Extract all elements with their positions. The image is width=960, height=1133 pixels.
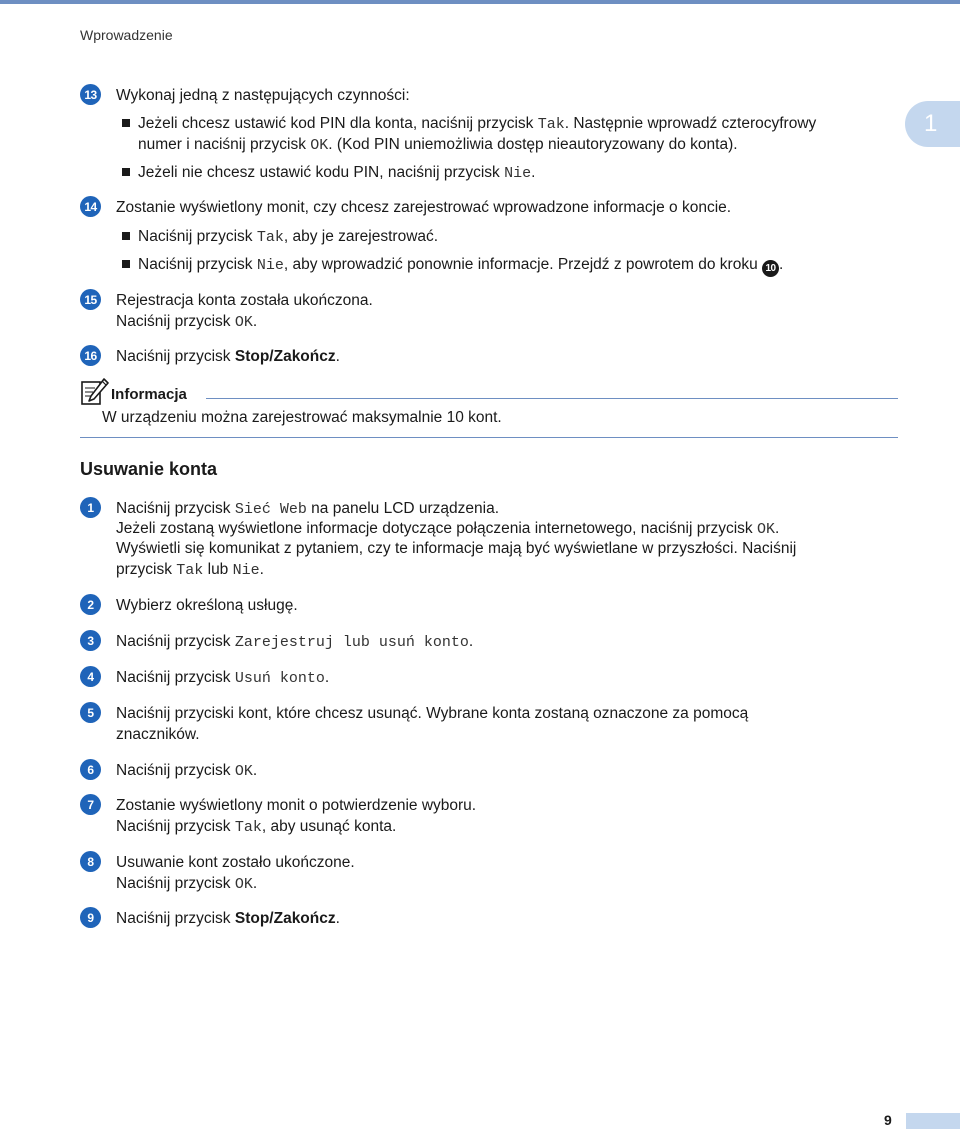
bullet-item: Jeżeli chcesz ustawić kod PIN dla konta, naciśnij przycisk Tak. Następnie wprowadź czterocyfrowy bbox=[122, 113, 816, 135]
chapter-number: 1 bbox=[924, 110, 938, 137]
step-text: Naciśnij przycisk Sieć Web na panelu LCD urządzenia. bbox=[116, 500, 500, 518]
square-bullet-icon bbox=[122, 260, 130, 268]
bullet-item: Naciśnij przycisk Nie, aby wprowadzić ponownie informacje. Przejdź z powrotem do kroku 10 . bbox=[122, 254, 783, 277]
chapter-tab bbox=[905, 101, 960, 147]
bullet-item-continuation: numer i naciśnij przycisk OK. (Kod PIN uniemożliwia dostęp nieautoryzowany do konta). bbox=[138, 136, 738, 154]
note-bottom-rule bbox=[80, 437, 898, 438]
step-number: 5 bbox=[80, 702, 101, 723]
step-text: Naciśnij przycisk Stop/Zakończ. bbox=[116, 348, 340, 365]
bullet-item: Jeżeli nie chcesz ustawić kodu PIN, naciśnij przycisk Nie. bbox=[122, 162, 535, 184]
step-number: 8 bbox=[80, 851, 101, 872]
step-number: 3 bbox=[80, 630, 101, 651]
note-top-rule bbox=[206, 398, 898, 399]
step-reference: 10 bbox=[762, 260, 779, 277]
bullet-item: Naciśnij przycisk Tak, aby je zarejestrować. bbox=[122, 226, 438, 248]
step-text: Naciśnij przycisk Tak, aby usunąć konta. bbox=[116, 818, 397, 836]
step-text: Naciśnij przycisk OK. bbox=[116, 313, 258, 331]
step-text: Zostanie wyświetlony monit, czy chcesz zarejestrować wprowadzone informacje o koncie. bbox=[116, 199, 732, 216]
step-text: Naciśnij przycisk Zarejestruj lub usuń konto. bbox=[116, 633, 474, 651]
step-text: Zostanie wyświetlony monit o potwierdzenie wyboru. bbox=[116, 797, 477, 814]
square-bullet-icon bbox=[122, 119, 130, 127]
step-number: 7 bbox=[80, 794, 101, 815]
step-number: 2 bbox=[80, 594, 101, 615]
step-text: Jeżeli zostaną wyświetlone informacje dotyczące połączenia internetowego, naciśnij przycisk OK. bbox=[116, 520, 780, 538]
step-number: 16 bbox=[80, 345, 101, 366]
pencil-note-icon bbox=[80, 378, 110, 406]
step-number: 15 bbox=[80, 289, 101, 310]
step-number: 6 bbox=[80, 759, 101, 780]
step-text: Wyświetli się komunikat z pytaniem, czy te informacje mają być wyświetlane w przyszłości. Naciśnij bbox=[116, 540, 797, 557]
note-title: Informacja bbox=[111, 386, 187, 403]
step-text: Naciśnij przycisk Stop/Zakończ. bbox=[116, 910, 340, 927]
step-number: 13 bbox=[80, 84, 101, 105]
step-text: Naciśnij przycisk Usuń konto. bbox=[116, 669, 330, 687]
step-text: Rejestracja konta została ukończona. bbox=[116, 292, 373, 309]
step-text: Naciśnij przycisk OK. bbox=[116, 875, 258, 893]
step-number: 1 bbox=[80, 497, 101, 518]
step-text: Usuwanie kont zostało ukończone. bbox=[116, 854, 355, 871]
step-text: Wybierz określoną usługę. bbox=[116, 597, 298, 614]
step-text: przycisk Tak lub Nie. bbox=[116, 561, 264, 579]
step-number: 4 bbox=[80, 666, 101, 687]
square-bullet-icon bbox=[122, 168, 130, 176]
section-heading: Usuwanie konta bbox=[80, 459, 218, 479]
page-number: 9 bbox=[884, 1112, 892, 1128]
running-header: Wprowadzenie bbox=[80, 27, 173, 43]
header-rule bbox=[0, 0, 960, 4]
step-number: 14 bbox=[80, 196, 101, 217]
step-text: Naciśnij przycisk OK. bbox=[116, 762, 258, 780]
step-text: Wykonaj jedną z następujących czynności: bbox=[116, 87, 410, 104]
note-text: W urządzeniu można zarejestrować maksymalnie 10 kont. bbox=[102, 409, 502, 426]
step-text: znaczników. bbox=[116, 726, 200, 743]
step-number: 9 bbox=[80, 907, 101, 928]
square-bullet-icon bbox=[122, 232, 130, 240]
footer-bar bbox=[906, 1113, 960, 1129]
step-text: Naciśnij przyciski kont, które chcesz usunąć. Wybrane konta zostaną oznaczone za pomocą bbox=[116, 705, 749, 722]
